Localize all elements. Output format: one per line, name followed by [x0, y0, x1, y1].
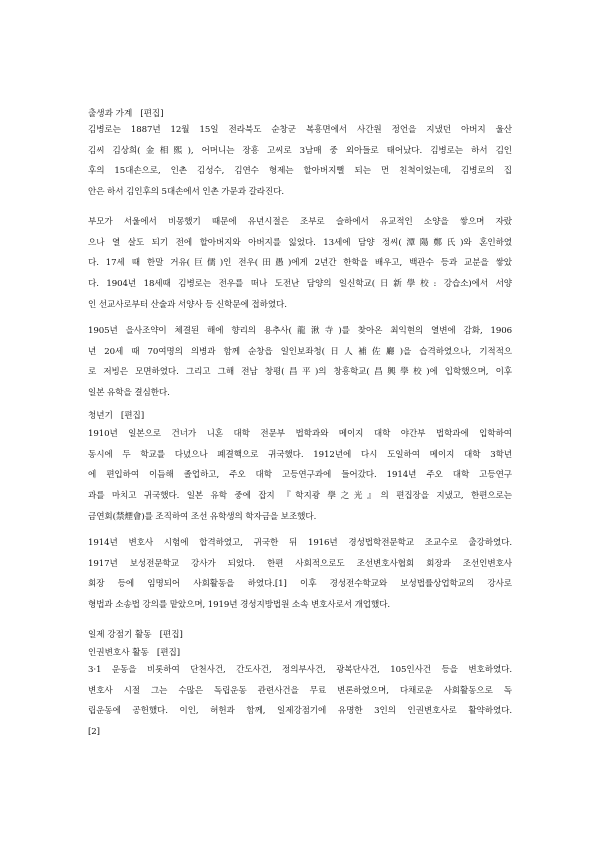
text-line: 립운동에 공헌했다. 이인, 허헌과 함께, 일제강점기에 유명한 3인의 인권변호사로 활약하였다. [88, 706, 512, 717]
citation-link[interactable]: [2] [88, 727, 100, 738]
section-title: 출생과 가계 [88, 109, 133, 119]
text-line: 금연회(禁煙會)를 조직하여 조선 유학생의 학자금을 보조했다. [88, 511, 317, 522]
text-line: 1910년 일본으로 건너가 니혼 대학 전문부 법학과와 메이지 대학 야간부 법학과에 입학하여 [88, 429, 512, 439]
text-line: 안은 하서 김인후의 5대손에서 인촌 가문과 갈라진다. [88, 187, 285, 198]
section-title: 일제 강점기 활동 [88, 630, 152, 640]
text-line: 형법과 소송법 강의를 맡았으며, 1919년 경성지방법원 소속 변호사로서 개업했다. [88, 600, 391, 611]
text-line: 1917년 보성전문학교 강사가 되었다. 한편 사회적으로도 조선변호사협회 회장과 조선인변호사 [88, 558, 512, 569]
text-line: 김병로는 1887년 12월 15일 전라북도 순창군 복흥면에서 사간원 정언을 지냈던 아버지 울산 [88, 125, 512, 135]
text-line: 다. 1904년 18세때 김병로는 전우를 떠나 도전난 담양의 일신학교(日新學校: 강습소)에서 서양 [88, 279, 512, 290]
text-line: 3·1 운동을 비롯하여 단천사건, 간도사건, 정의부사건, 광복단사건, 105인사건 등을 변호하였다. [88, 665, 512, 675]
text-line: 인 선교사로부터 산술과 서양사 등 신학문에 접하였다. [88, 299, 287, 310]
text-line: 동시에 두 학교를 다녔으나 폐결핵으로 귀국했다. 1912년에 다시 도일하여 메이지 대학 3학년 [88, 449, 512, 460]
paragraph-birth-2 [88, 212, 512, 316]
paragraph-youth-1 [88, 424, 512, 528]
section-title: 청년기 [88, 411, 113, 421]
text-line: 회장 등에 임명되어 사회활동을 하였다.[1] 이후 경성전수학교와 보성법률상업학교의 강사로 [88, 579, 512, 590]
paragraph-birth-1 [88, 120, 512, 203]
text-line: 에 편입하여 이듬해 졸업하고, 주오 대학 고등연구과에 들어갔다. 1914년 주오 대학 고등연구 [88, 470, 512, 481]
text-line: 1914년 변호사 시험에 합격하였고, 귀국한 뒤 1916년 경성법학전문학교 조교수로 출강하였다. [88, 538, 512, 548]
subsection-title: 인권변호사 활동 [88, 648, 149, 658]
text-line: 일본 유학을 결심한다. [88, 388, 170, 399]
text-line: 과를 마치고 귀국했다. 일본 유학 중에 잡지 『학지광 學之光』의 편집장을 지냈고, 한편으로는 [88, 491, 512, 502]
paragraph-birth-3 [88, 321, 512, 404]
text-line: 변호사 시절 그는 수많은 독립운동 관련사건을 무료 변론하였으며, 다채로운 사회활동으로 독 [88, 685, 512, 696]
text-line: 김씨 김상희(金相熙), 어머니는 장흥 고씨로 3남매 중 외아들로 태어났다. 김병로는 하서 김인 [88, 145, 512, 156]
text-line: 부모가 서울에서 비몽했기 때문에 유년시절은 조부로 슬하에서 유교적인 소양을 쌓으며 자랐 [88, 217, 512, 227]
paragraph-youth-2 [88, 533, 512, 616]
paragraph-colonial-1 [88, 660, 512, 743]
edit-link-colonial[interactable]: [편집] [159, 630, 183, 640]
edit-link-human-rights[interactable]: [편집] [156, 648, 181, 658]
text-line: 다. 17세 때 한말 거유(巨儒)인 전우(田愚)에게 2년간 한학을 배우고, 백관수 등과 교분을 쌓았 [88, 258, 512, 269]
text-line: 로 저빙은 모면하였다. 그리고 그해 전남 창평(昌平)의 창흥학교(昌興學校)에 입학했으며, 이후 [88, 367, 512, 378]
section-heading-colonial [88, 625, 512, 645]
text-line: 후의 15대손으로, 인촌 김성수, 김연수 형제는 할아버지뻘 되는 먼 친척이었는데, 김병로의 집 [88, 166, 512, 177]
edit-link-birth[interactable]: [편집] [140, 109, 164, 119]
section-heading-youth [88, 406, 512, 426]
text-line: 으나 열 살도 되기 전에 할아버지와 아버지를 잃었다. 13세에 담양 정씨(潭陽鄭氏)와 혼인하였 [88, 237, 512, 248]
text-line: 1905년 을사조약이 체결된 해에 향리의 용추사(龍湫寺)를 찾아온 최익현의 열변에 감화, 1906 [88, 326, 512, 336]
text-line: 년 20세 때 70여명의 의병과 함께 순창읍 일인보좌청(日人補佐廳)을 습격하였으나, 기적적으 [88, 346, 512, 357]
edit-link-youth[interactable]: [편집] [120, 411, 145, 421]
